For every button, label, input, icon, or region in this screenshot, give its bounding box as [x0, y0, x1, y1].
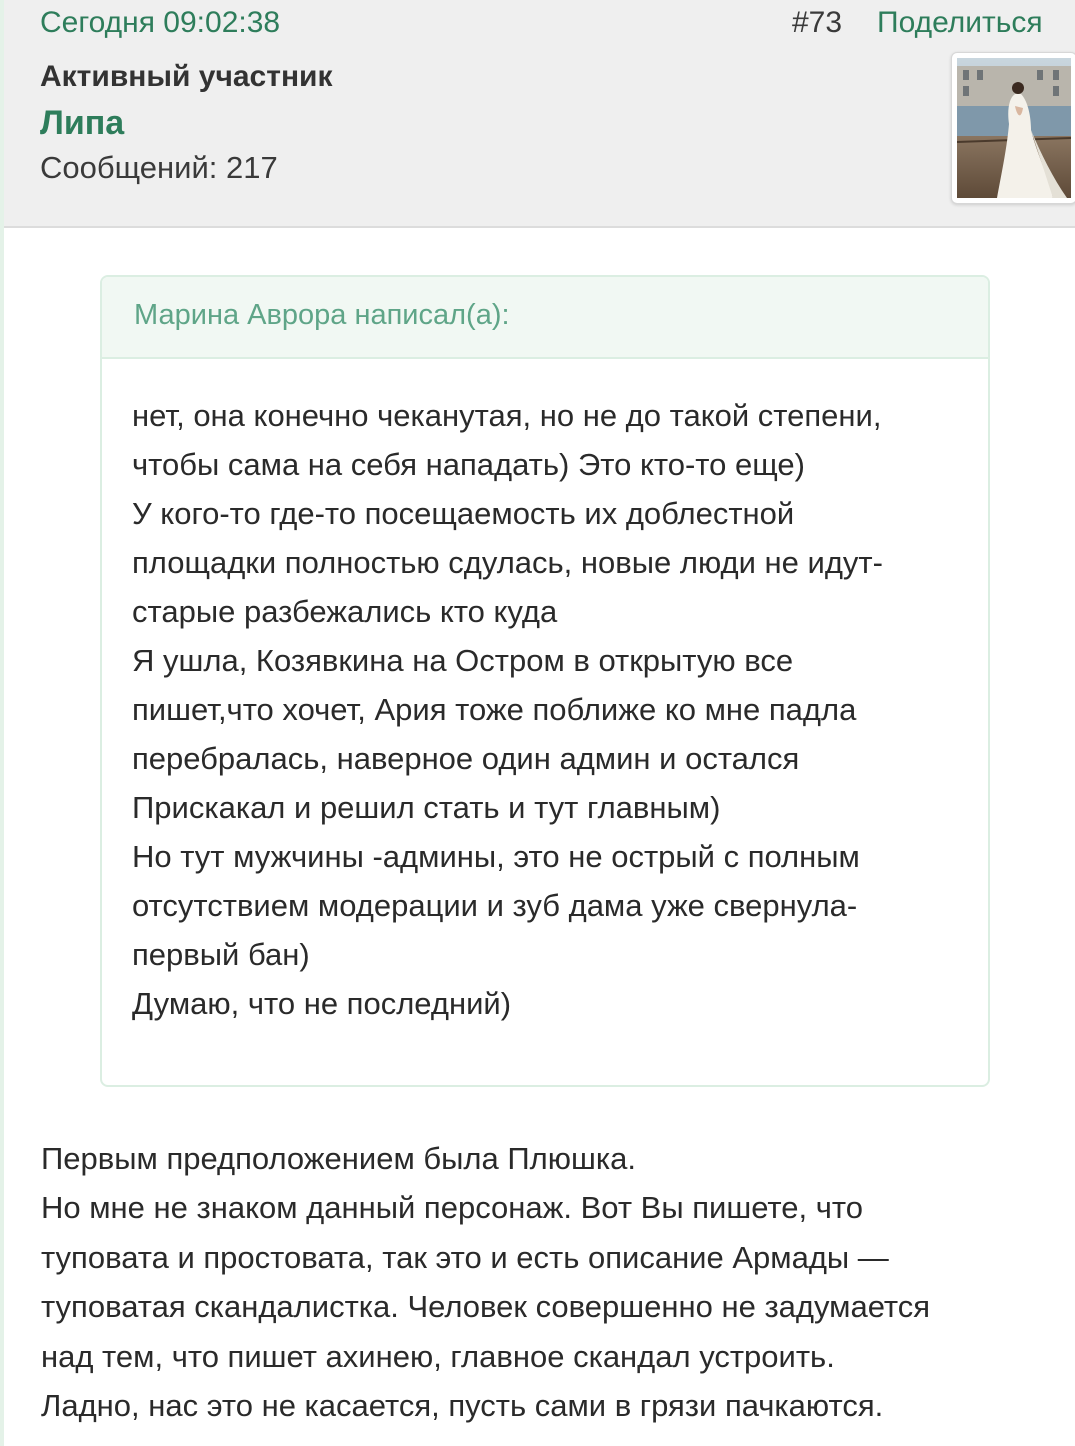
quote-line: Но тут мужчины -админы, это не острый с полным — [132, 839, 860, 874]
quote-block — [100, 275, 990, 1087]
message-line: Первым предположением была Плюшка. — [41, 1141, 636, 1176]
quote-body — [102, 359, 988, 1028]
message-line: Но мне не знаком данный персонаж. Вот Вы пишете, что — [41, 1190, 863, 1226]
quote-line: У кого-то где-то посещаемость их доблестной — [132, 496, 795, 531]
quote-line: чтобы сама на себя нападать) Это кто-то еще) — [132, 447, 805, 482]
avatar[interactable] — [951, 52, 1075, 204]
quote-line: перебралась, наверное один админ и остался — [132, 741, 800, 776]
quote-line: нет, она конечно чеканутая, но не до такой степени, — [132, 398, 882, 433]
message-line: туповата и простовата, так это и есть описание Армады — — [41, 1239, 889, 1275]
message-count: Сообщений: 217 — [40, 150, 278, 185]
quote-line: отсутствием модерации и зуб дама уже свернула- — [132, 888, 858, 923]
message-line: над тем, что пишет ахинею, главное скандал устроить. — [41, 1338, 835, 1374]
post-header — [4, 0, 1075, 228]
quote-line: Думаю, что не последний) — [132, 986, 512, 1021]
message-line: Ладно, нас это не касается, пусть сами в грязи пачкаются. — [41, 1388, 884, 1424]
post-number[interactable]: #73 — [792, 6, 843, 39]
quote-line: старые разбежались кто куда — [132, 594, 558, 629]
quote-line: площадки полностью сдулась, новые люди не идут- — [132, 545, 883, 580]
post-message-body — [41, 1134, 1061, 1430]
quote-line: первый бан) — [132, 937, 310, 972]
username-link[interactable]: Липа — [40, 104, 125, 142]
user-role: Активный участник — [40, 60, 333, 93]
message-line: туповатая скандалистка. Человек совершенно не задумается — [41, 1289, 931, 1325]
quote-line: Я ушла, Козявкина на Остром в открытую все — [132, 643, 794, 678]
quote-author-header[interactable]: Марина Аврора написал(а): — [102, 277, 988, 359]
quote-line: пишет,что хочет, Ария тоже поближе ко мне падла — [132, 692, 857, 727]
avatar-image — [957, 58, 1071, 198]
share-link[interactable]: Поделиться — [877, 6, 1043, 39]
post-timestamp-link[interactable]: Сегодня 09:02:38 — [40, 6, 281, 39]
quote-line: Прискакал и решил стать и тут главным) — [132, 790, 721, 825]
